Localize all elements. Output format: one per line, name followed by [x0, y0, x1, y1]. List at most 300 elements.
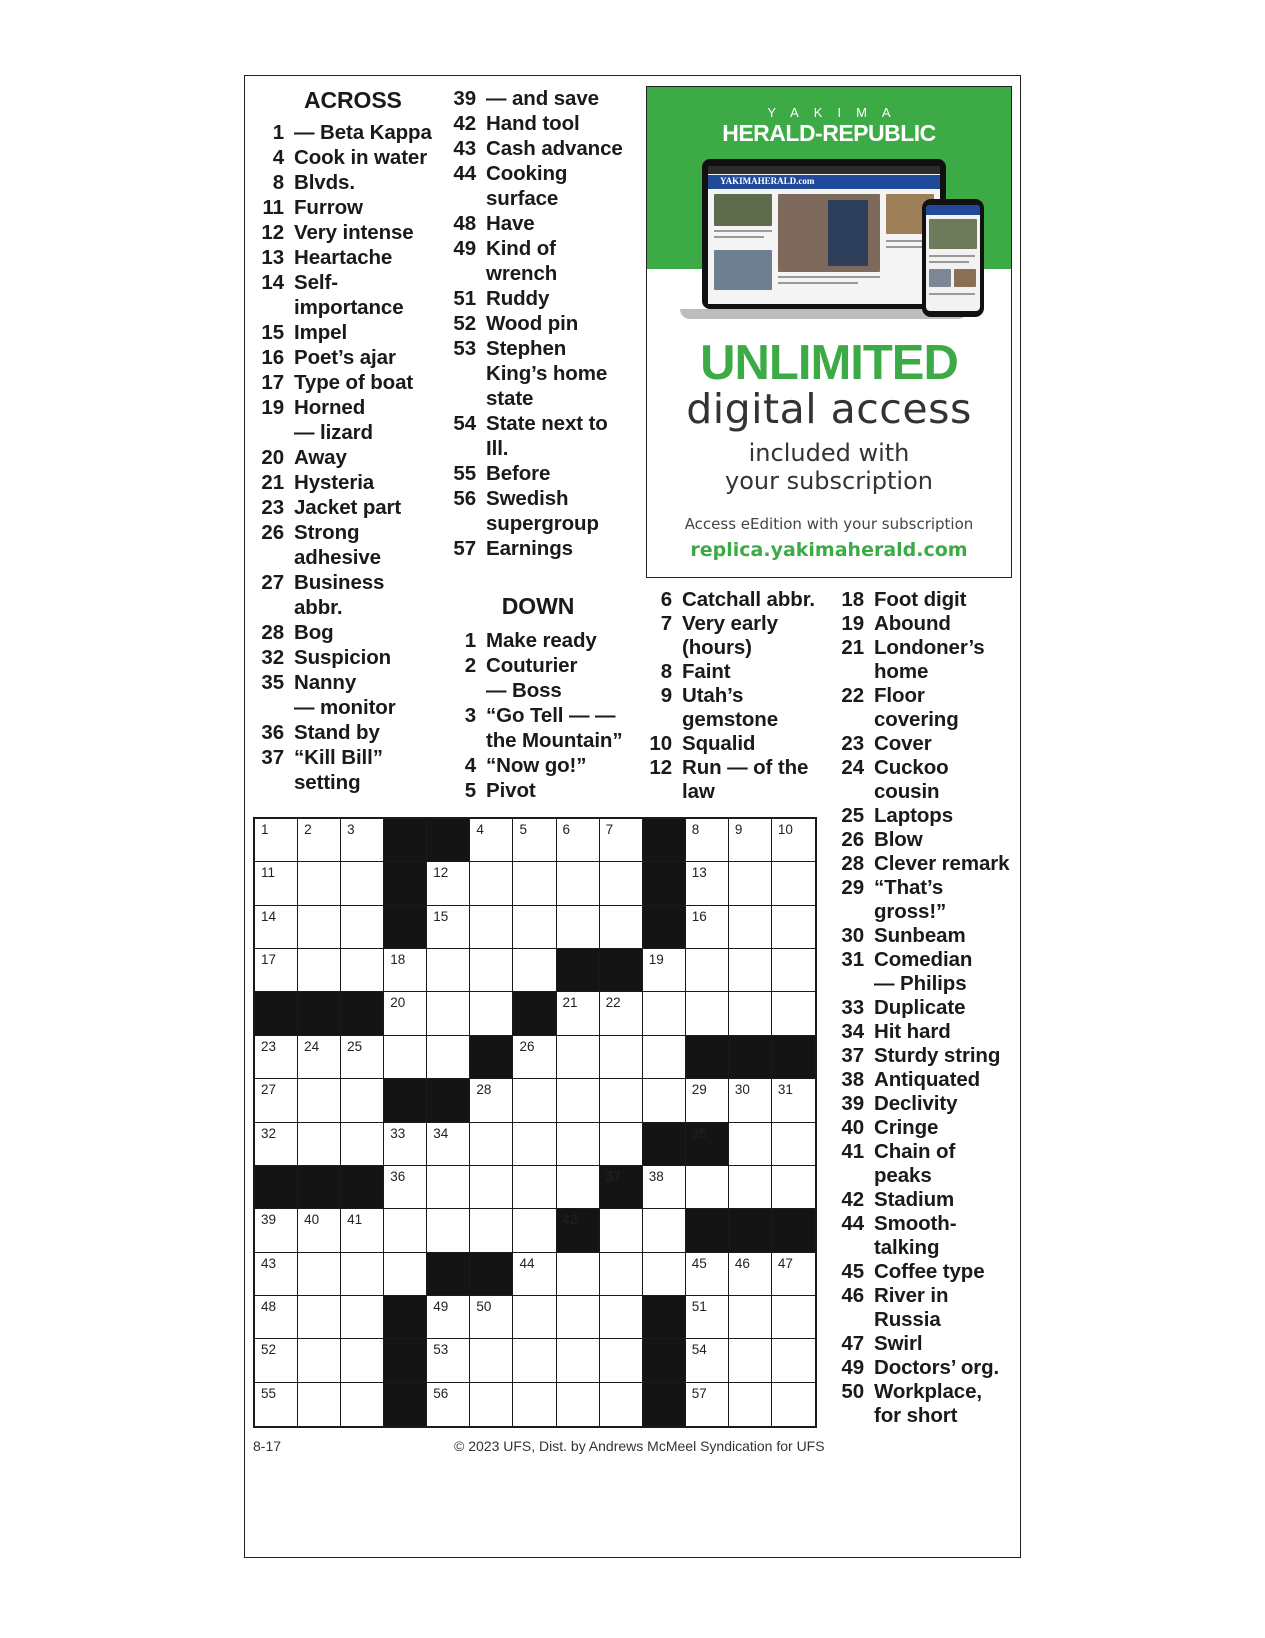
down-clue-29-cont	[832, 900, 1017, 924]
grid-number: 18	[390, 952, 406, 968]
grid-square[interactable]	[686, 1079, 729, 1122]
grid-square[interactable]	[772, 949, 815, 992]
across-clue-17	[258, 370, 440, 395]
grid-square[interactable]	[729, 1383, 772, 1426]
grid-square[interactable]	[298, 949, 341, 992]
clue-text: Business	[294, 571, 385, 594]
grid-square[interactable]	[255, 906, 298, 949]
grid-square[interactable]	[513, 862, 556, 905]
across-clues-column-1	[258, 86, 440, 795]
grid-square[interactable]	[557, 1166, 600, 1209]
grid-square[interactable]	[427, 1296, 470, 1339]
clue-number: 46	[841, 1284, 864, 1307]
grid-square[interactable]	[600, 1253, 643, 1296]
clue-number: 21	[841, 636, 864, 659]
grid-square[interactable]	[600, 862, 643, 905]
ad-brand-logo: HERALD-REPUBLIC	[722, 120, 936, 146]
clue-text: “Kill Bill”	[294, 746, 383, 769]
grid-block	[557, 949, 600, 992]
clue-text: importance	[294, 296, 404, 319]
down-clue-50	[832, 1380, 1017, 1404]
grid-square[interactable]	[513, 819, 556, 862]
down-clue-21-cont	[832, 660, 1017, 684]
grid-square[interactable]	[686, 862, 729, 905]
grid-square[interactable]	[513, 1253, 556, 1296]
grid-number: 14	[261, 908, 277, 924]
grid-square[interactable]	[729, 992, 772, 1035]
grid-square[interactable]	[255, 1209, 298, 1252]
down-clue-46	[832, 1284, 1017, 1308]
clue-number	[448, 386, 476, 411]
grid-square[interactable]	[427, 1166, 470, 1209]
clue-text: Type of boat	[294, 371, 414, 394]
grid-square[interactable]	[557, 1339, 600, 1382]
grid-number: 6	[562, 822, 571, 837]
clue-text: Cash advance	[486, 137, 623, 160]
clue-text: — and save	[486, 87, 599, 110]
grid-square[interactable]	[772, 906, 815, 949]
down-clue-37	[832, 1044, 1017, 1068]
grid-square[interactable]	[341, 1209, 384, 1252]
clue-text: King’s home	[486, 362, 608, 385]
clue-text: supergroup	[486, 512, 599, 535]
grid-number: 13	[691, 865, 707, 881]
clue-text: home	[874, 660, 929, 683]
clue-number: 17	[261, 371, 284, 394]
clue-number	[832, 972, 864, 996]
grid-square[interactable]	[513, 949, 556, 992]
grid-block	[686, 1036, 729, 1079]
clue-text: peaks	[874, 1164, 932, 1187]
across-clue-54	[448, 411, 628, 436]
across-clue-52	[448, 311, 628, 336]
grid-square[interactable]	[729, 819, 772, 862]
grid-square[interactable]	[298, 1253, 341, 1296]
across-clue-12	[258, 220, 440, 245]
clue-text: State next to	[486, 412, 608, 435]
across-clue-53-cont	[448, 361, 628, 386]
grid-square[interactable]	[686, 1166, 729, 1209]
grid-square[interactable]	[470, 1296, 513, 1339]
grid-square[interactable]	[600, 1079, 643, 1122]
clue-text: Cook in water	[294, 146, 428, 169]
grid-square[interactable]	[513, 1209, 556, 1252]
grid-number: 30	[734, 1082, 750, 1098]
clue-number: 12	[261, 221, 284, 244]
grid-square[interactable]	[384, 1209, 427, 1252]
grid-square[interactable]	[600, 819, 643, 862]
grid-square[interactable]	[298, 1123, 341, 1166]
grid-square[interactable]	[298, 1339, 341, 1382]
down-clue-33	[832, 996, 1017, 1020]
grid-square[interactable]	[600, 1296, 643, 1339]
grid-square[interactable]	[686, 906, 729, 949]
grid-square[interactable]	[686, 1339, 729, 1382]
clue-number: 36	[261, 721, 284, 744]
grid-square[interactable]	[470, 906, 513, 949]
clue-text: Poet’s ajar	[294, 346, 396, 369]
clue-text: Away	[294, 446, 347, 469]
clue-number: 18	[841, 588, 864, 611]
grid-number: 43	[261, 1255, 277, 1271]
grid-square[interactable]	[470, 1123, 513, 1166]
grid-square[interactable]	[729, 906, 772, 949]
grid-block	[255, 1166, 298, 1209]
grid-square[interactable]	[729, 1166, 772, 1209]
grid-square[interactable]	[557, 1079, 600, 1122]
grid-square[interactable]	[513, 906, 556, 949]
grid-square[interactable]	[298, 1296, 341, 1339]
grid-square[interactable]	[643, 1079, 686, 1122]
clue-text: wrench	[486, 262, 558, 285]
grid-square[interactable]	[427, 1339, 470, 1382]
down-clue-49	[832, 1356, 1017, 1380]
grid-number: 27	[261, 1082, 277, 1098]
across-clue-28	[258, 620, 440, 645]
clue-text: covering	[874, 708, 959, 731]
down-clue-39	[832, 1092, 1017, 1116]
down-clue-38	[832, 1068, 1017, 1092]
grid-square[interactable]	[729, 862, 772, 905]
grid-square[interactable]	[557, 906, 600, 949]
down-clues-column-1	[448, 592, 628, 803]
down-clue-50-cont	[832, 1404, 1017, 1428]
clue-number: 29	[841, 876, 864, 899]
grid-square[interactable]	[643, 1253, 686, 1296]
grid-square[interactable]	[600, 1339, 643, 1382]
clue-text: Have	[486, 212, 535, 235]
grid-square[interactable]	[427, 992, 470, 1035]
clue-text: Very early	[682, 612, 778, 635]
clue-number	[448, 511, 476, 536]
grid-square[interactable]	[772, 1166, 815, 1209]
grid-number: 49	[433, 1298, 449, 1314]
grid-square[interactable]	[341, 1079, 384, 1122]
grid-square[interactable]	[643, 1166, 686, 1209]
grid-square[interactable]	[772, 1383, 815, 1426]
grid-square[interactable]	[513, 1036, 556, 1079]
across-clue-19-cont	[258, 420, 440, 445]
clue-number: 55	[453, 462, 476, 485]
down-clue-12	[640, 756, 820, 780]
grid-square[interactable]	[513, 1079, 556, 1122]
grid-square[interactable]	[729, 1079, 772, 1122]
grid-square[interactable]	[384, 1166, 427, 1209]
grid-square[interactable]	[772, 1079, 815, 1122]
clue-number	[640, 636, 672, 660]
clue-number: 56	[453, 487, 476, 510]
across-clue-37	[258, 745, 440, 770]
grid-square[interactable]	[513, 1296, 556, 1339]
clue-number: 39	[841, 1092, 864, 1115]
clue-number	[832, 708, 864, 732]
clue-text: Furrow	[294, 196, 363, 219]
grid-square[interactable]	[772, 1339, 815, 1382]
across-clue-19	[258, 395, 440, 420]
clue-text: “Now go!”	[486, 754, 587, 777]
grid-square[interactable]	[255, 1036, 298, 1079]
grid-number: 29	[691, 1082, 707, 1098]
subscription-ad[interactable]	[646, 86, 1012, 578]
clue-number: 37	[841, 1044, 864, 1067]
grid-square[interactable]	[298, 1209, 341, 1252]
down-clue-21	[832, 636, 1017, 660]
clue-text: Clever remark	[874, 852, 1010, 875]
grid-square[interactable]	[557, 1253, 600, 1296]
across-clue-36	[258, 720, 440, 745]
grid-square[interactable]	[298, 862, 341, 905]
clue-text: the Mountain”	[486, 729, 623, 752]
grid-block	[384, 1339, 427, 1382]
clue-number: 26	[261, 521, 284, 544]
grid-square[interactable]	[341, 819, 384, 862]
clue-number: 48	[453, 212, 476, 235]
grid-square[interactable]	[643, 992, 686, 1035]
grid-block	[427, 1253, 470, 1296]
grid-square[interactable]	[772, 1123, 815, 1166]
clue-text: Declivity	[874, 1092, 958, 1115]
grid-square[interactable]	[643, 1209, 686, 1252]
clue-number: 39	[453, 87, 476, 110]
grid-square[interactable]	[427, 906, 470, 949]
down-clue-12-cont	[640, 780, 820, 804]
grid-square[interactable]	[600, 906, 643, 949]
clue-number	[832, 1404, 864, 1428]
clue-text: Comedian	[874, 948, 973, 971]
across-clue-53	[448, 336, 628, 361]
grid-square[interactable]	[557, 1123, 600, 1166]
down-heading: DOWN	[501, 593, 575, 619]
grid-square[interactable]	[513, 1166, 556, 1209]
grid-square[interactable]	[298, 906, 341, 949]
clue-text: Smooth-	[874, 1212, 957, 1235]
clue-text: Faint	[682, 660, 731, 683]
down-clue-6	[640, 588, 820, 612]
grid-square[interactable]	[470, 862, 513, 905]
clue-number: 23	[841, 732, 864, 755]
down-clue-5	[448, 778, 628, 803]
grid-square[interactable]	[255, 1339, 298, 1382]
clue-number	[832, 780, 864, 804]
clue-number: 21	[261, 471, 284, 494]
clue-number: 25	[841, 804, 864, 827]
clue-number: 49	[841, 1356, 864, 1379]
clue-text: Swedish	[486, 487, 569, 510]
clue-text: Catchall abbr.	[682, 588, 816, 611]
grid-square[interactable]	[470, 992, 513, 1035]
grid-square[interactable]	[298, 1079, 341, 1122]
grid-block	[557, 1209, 600, 1252]
clue-number	[258, 770, 284, 795]
grid-square[interactable]	[600, 992, 643, 1035]
clue-text: Swirl	[874, 1332, 923, 1355]
grid-square[interactable]	[341, 1253, 384, 1296]
clue-text: Suspicion	[294, 646, 392, 669]
clue-number: 6	[660, 588, 672, 611]
grid-square[interactable]	[255, 1123, 298, 1166]
grid-square[interactable]	[470, 1079, 513, 1122]
grid-block	[600, 949, 643, 992]
clue-text: Sturdy string	[874, 1044, 1001, 1067]
grid-square[interactable]	[643, 1036, 686, 1079]
grid-square[interactable]	[600, 1383, 643, 1426]
grid-square[interactable]	[643, 949, 686, 992]
grid-square[interactable]	[470, 1383, 513, 1426]
grid-square[interactable]	[729, 1123, 772, 1166]
clue-number: 43	[453, 137, 476, 160]
ad-url-link[interactable]: replica.yakimaherald.com	[690, 539, 968, 561]
down-clue-47	[832, 1332, 1017, 1356]
clue-text: cousin	[874, 780, 940, 803]
grid-square[interactable]	[341, 1036, 384, 1079]
clue-text: Stand by	[294, 721, 380, 744]
grid-square[interactable]	[384, 992, 427, 1035]
grid-square[interactable]	[772, 1253, 815, 1296]
grid-square[interactable]	[341, 1296, 384, 1339]
clue-text: Hysteria	[294, 471, 375, 494]
grid-block	[729, 1209, 772, 1252]
down-clue-2	[448, 653, 628, 678]
clue-number: 52	[453, 312, 476, 335]
grid-square[interactable]	[686, 1296, 729, 1339]
clue-text: Cuckoo	[874, 756, 949, 779]
grid-square[interactable]	[384, 1253, 427, 1296]
down-clue-31-cont	[832, 972, 1017, 996]
grid-square[interactable]	[557, 992, 600, 1035]
grid-square[interactable]	[427, 1383, 470, 1426]
across-clue-32	[258, 645, 440, 670]
grid-number: 55	[261, 1385, 277, 1401]
grid-square[interactable]	[729, 1339, 772, 1382]
down-clue-34	[832, 1020, 1017, 1044]
grid-square[interactable]	[427, 1209, 470, 1252]
down-clue-23	[832, 732, 1017, 756]
grid-square[interactable]	[427, 1123, 470, 1166]
grid-square[interactable]	[255, 1253, 298, 1296]
grid-square[interactable]	[686, 819, 729, 862]
grid-square[interactable]	[255, 819, 298, 862]
across-clue-14	[258, 270, 440, 295]
down-clue-41	[832, 1140, 1017, 1164]
grid-number: 10	[777, 822, 793, 837]
grid-square[interactable]	[341, 1383, 384, 1426]
across-clue-23	[258, 495, 440, 520]
grid-number: 5	[519, 822, 527, 837]
grid-square[interactable]	[600, 1036, 643, 1079]
grid-square[interactable]	[298, 1036, 341, 1079]
grid-square[interactable]	[255, 949, 298, 992]
grid-square[interactable]	[341, 1339, 384, 1382]
clue-text: state	[486, 387, 534, 410]
clue-number: 42	[453, 112, 476, 135]
grid-square[interactable]	[384, 1036, 427, 1079]
grid-square[interactable]	[557, 819, 600, 862]
grid-square[interactable]	[298, 1383, 341, 1426]
down-clue-45	[832, 1260, 1017, 1284]
grid-square[interactable]	[513, 1383, 556, 1426]
clue-text: — Philips	[874, 972, 967, 995]
across-clue-56	[448, 486, 628, 511]
grid-square[interactable]	[341, 1123, 384, 1166]
clue-number: 16	[261, 346, 284, 369]
clue-number: 35	[261, 671, 284, 694]
grid-square[interactable]	[470, 949, 513, 992]
grid-square[interactable]	[729, 1296, 772, 1339]
down-clue-9	[640, 684, 820, 708]
grid-square[interactable]	[341, 862, 384, 905]
grid-square[interactable]	[513, 1339, 556, 1382]
clue-text: Chain of	[874, 1140, 956, 1163]
clue-number	[832, 1308, 864, 1332]
grid-square[interactable]	[772, 1296, 815, 1339]
clue-number: 50	[841, 1380, 864, 1403]
grid-block	[686, 1123, 729, 1166]
clue-number: 33	[841, 996, 864, 1019]
grid-square[interactable]	[427, 949, 470, 992]
grid-square[interactable]	[255, 1296, 298, 1339]
grid-square[interactable]	[686, 992, 729, 1035]
grid-square[interactable]	[772, 862, 815, 905]
grid-square[interactable]	[255, 1383, 298, 1426]
grid-number: 38	[648, 1168, 664, 1184]
grid-square[interactable]	[557, 1383, 600, 1426]
grid-square[interactable]	[513, 1123, 556, 1166]
grid-square[interactable]	[255, 1079, 298, 1122]
grid-square[interactable]	[729, 949, 772, 992]
grid-square[interactable]	[427, 862, 470, 905]
grid-square[interactable]	[729, 1253, 772, 1296]
grid-square[interactable]	[384, 1123, 427, 1166]
grid-square[interactable]	[686, 1253, 729, 1296]
grid-square[interactable]	[686, 949, 729, 992]
clue-text: gross!”	[874, 900, 947, 923]
grid-block	[643, 862, 686, 905]
grid-square[interactable]	[255, 862, 298, 905]
grid-square[interactable]	[772, 819, 815, 862]
grid-block	[427, 1079, 470, 1122]
grid-square[interactable]	[557, 862, 600, 905]
grid-square[interactable]	[384, 949, 427, 992]
grid-square[interactable]	[341, 949, 384, 992]
clue-text: Ruddy	[486, 287, 550, 310]
clue-text: Run — of the	[682, 756, 809, 779]
down-clue-44-cont	[832, 1236, 1017, 1260]
grid-square[interactable]	[470, 1166, 513, 1209]
grid-square[interactable]	[470, 1339, 513, 1382]
grid-number: 34	[433, 1125, 449, 1141]
clue-number	[258, 695, 284, 720]
grid-square[interactable]	[427, 1036, 470, 1079]
grid-square[interactable]	[298, 819, 341, 862]
clue-number: 10	[649, 732, 672, 755]
grid-square[interactable]	[686, 1383, 729, 1426]
grid-square[interactable]	[772, 992, 815, 1035]
grid-number: 56	[433, 1385, 449, 1401]
grid-square[interactable]	[557, 1036, 600, 1079]
clue-text: Laptops	[874, 804, 954, 827]
grid-number: 21	[562, 995, 578, 1011]
grid-square[interactable]	[557, 1296, 600, 1339]
grid-square[interactable]	[470, 1209, 513, 1252]
down-clue-31	[832, 948, 1017, 972]
clue-number	[832, 900, 864, 924]
grid-square[interactable]	[600, 1123, 643, 1166]
clue-number: 42	[841, 1188, 864, 1211]
clue-number: 1	[272, 121, 284, 144]
grid-square[interactable]	[470, 819, 513, 862]
grid-square[interactable]	[341, 906, 384, 949]
grid-square[interactable]	[600, 1209, 643, 1252]
